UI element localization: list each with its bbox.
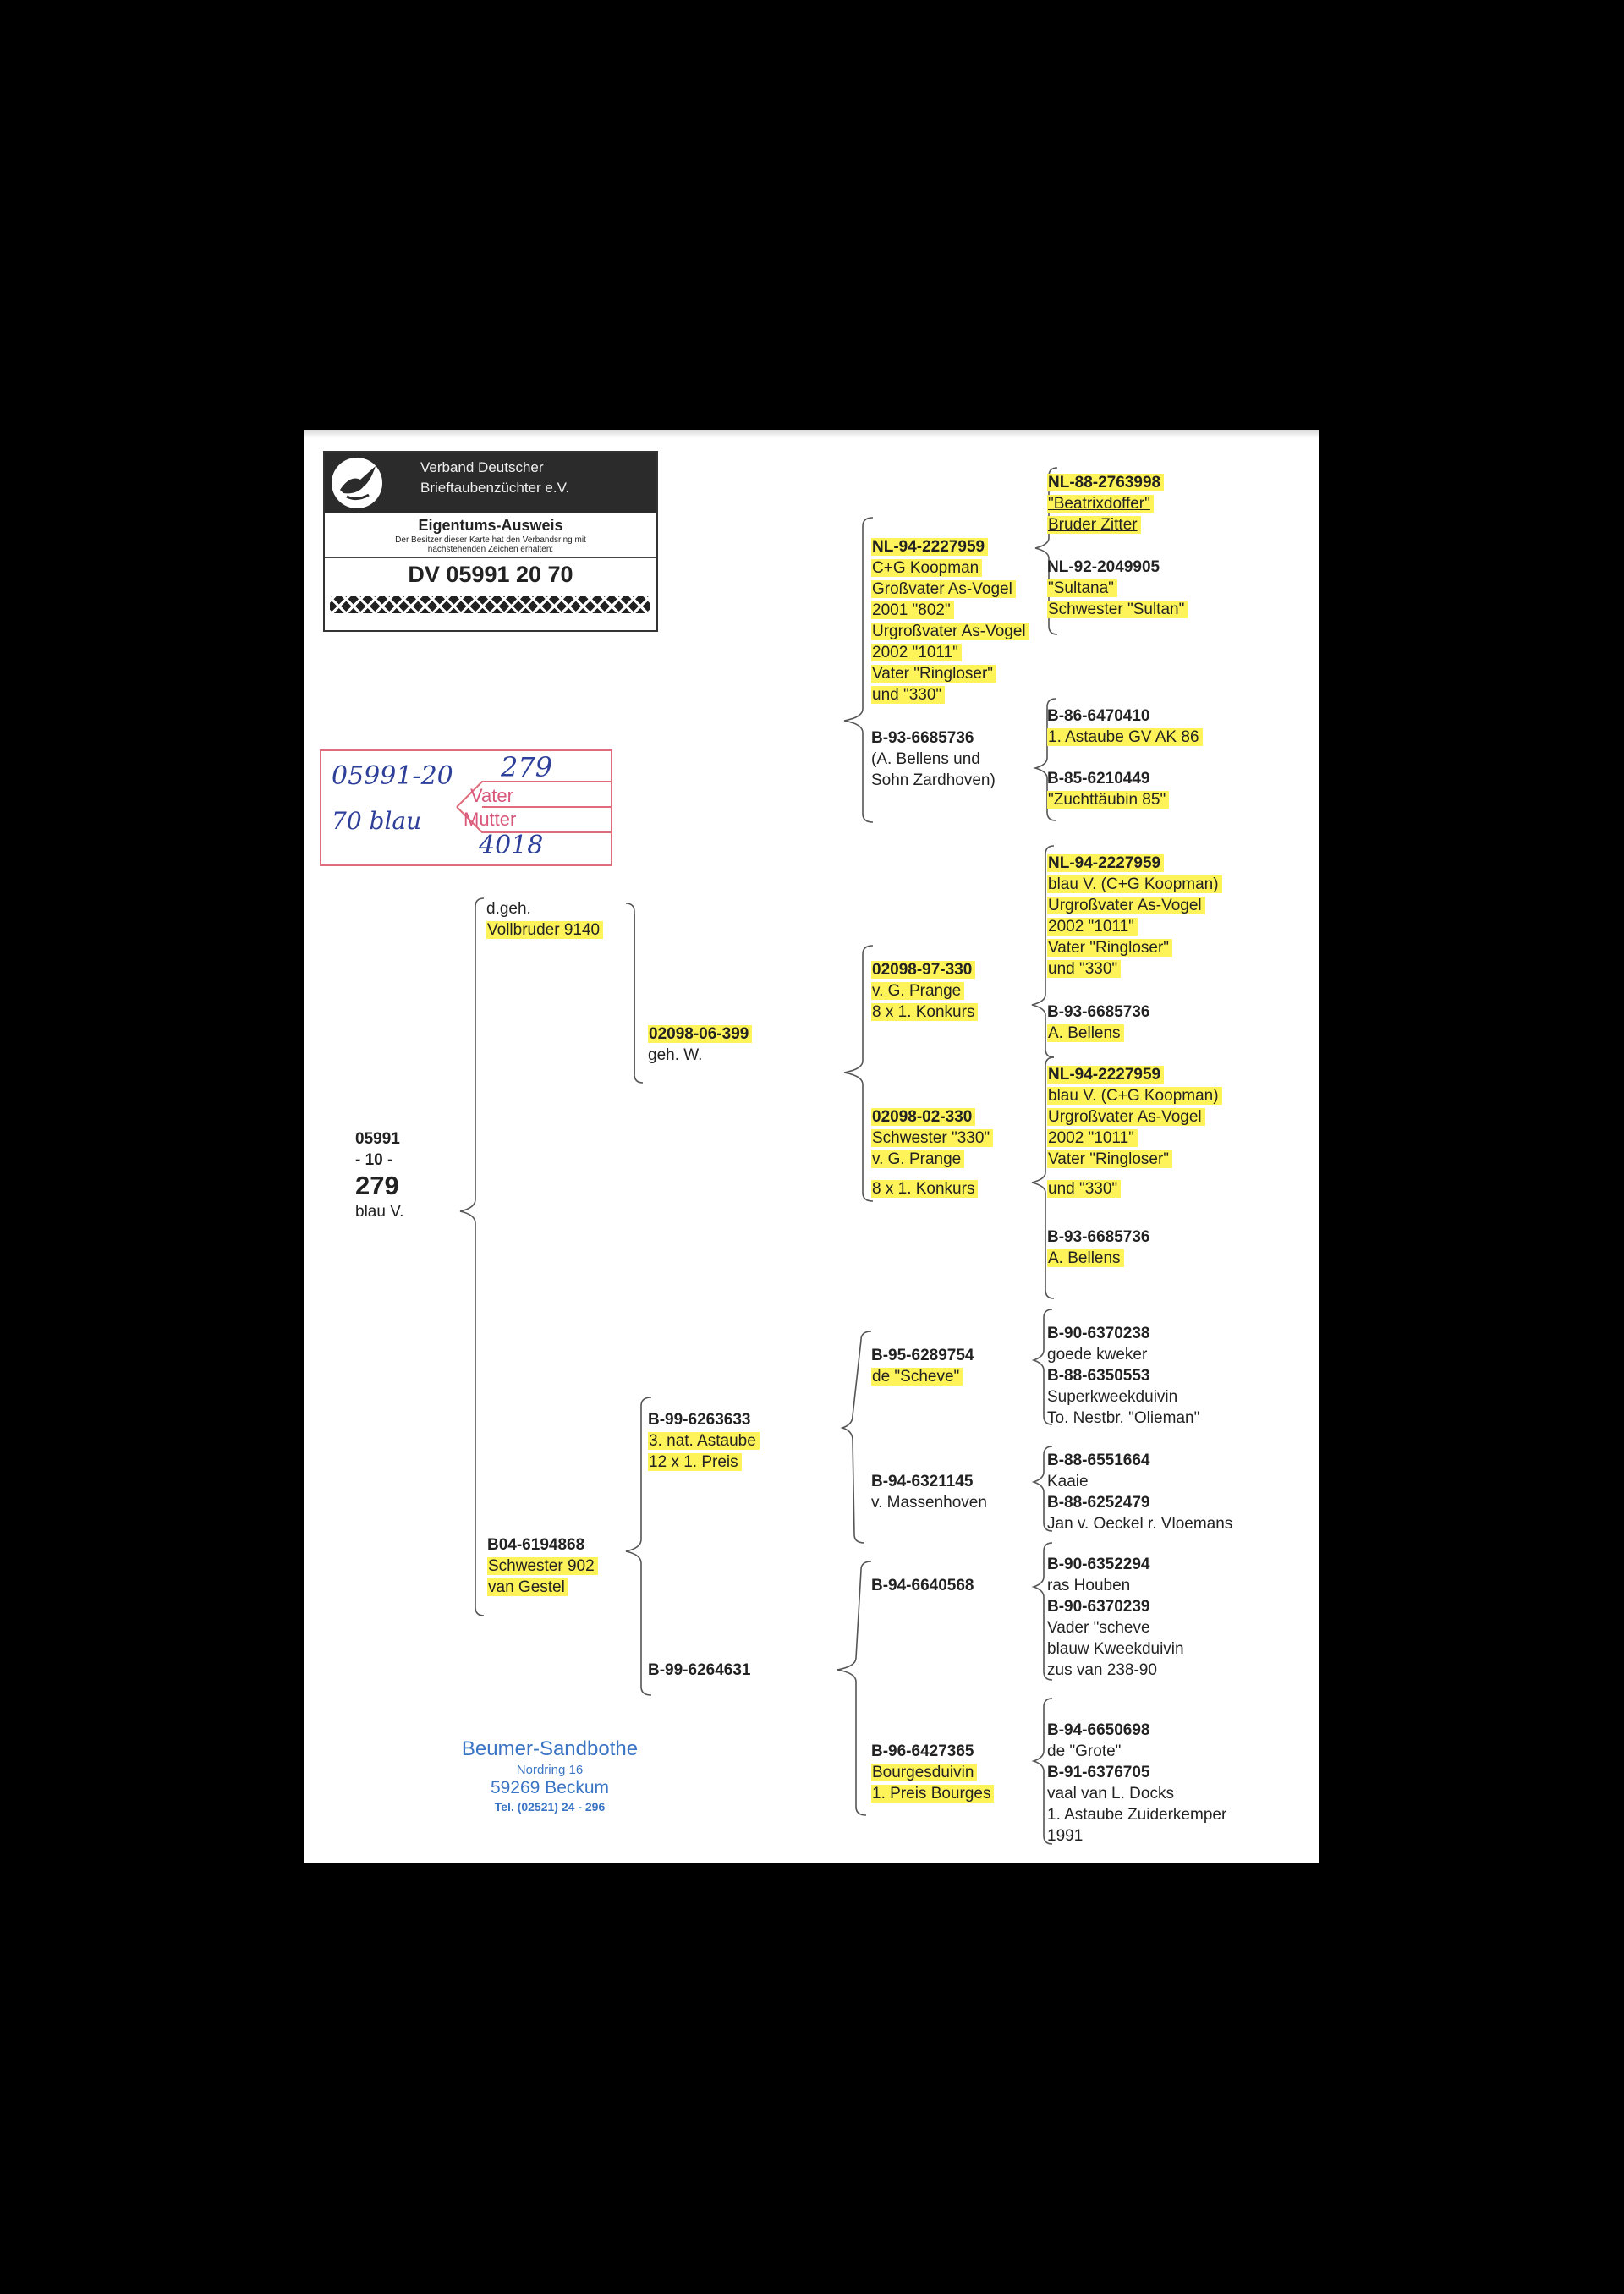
hand-mother-number: 4018 bbox=[479, 831, 544, 860]
e5-desc2: Urgroßvater As-Vogel bbox=[1047, 897, 1205, 914]
scan-shadow bbox=[304, 430, 1320, 438]
owner-name: Beumer-Sandbothe bbox=[461, 1737, 639, 1760]
ring-b-90-6352294: B-90-6352294 bbox=[1047, 1556, 1150, 1573]
ring-02098-02-330: 02098-02-330 bbox=[871, 1108, 975, 1126]
card-ornament-band bbox=[330, 596, 650, 613]
ring-b-95-6289754: B-95-6289754 bbox=[871, 1347, 974, 1364]
pigeon-group-e12 bbox=[1047, 1720, 1226, 1847]
e8-desc1: A. Bellens bbox=[1047, 1249, 1124, 1267]
pigeon-b-99-6264631 bbox=[648, 1660, 750, 1681]
main-ring-part3: 279 bbox=[355, 1171, 399, 1200]
b145-desc1: v. Massenhoven bbox=[871, 1494, 987, 1512]
e12-desc3: 1. Astaube Zuiderkemper bbox=[1047, 1806, 1227, 1824]
ring-b-88-6551664: B-88-6551664 bbox=[1047, 1452, 1150, 1469]
hand-father-number: 279 bbox=[501, 751, 553, 783]
e1-desc2: Bruder Zitter bbox=[1047, 516, 1141, 534]
pigeon-b-95-6289754 bbox=[871, 1345, 974, 1387]
e1-desc1: "Beatrixdoffer" bbox=[1047, 495, 1154, 513]
main-ring-part1: 05991 bbox=[355, 1130, 400, 1148]
pigeon-b-93-6685736-b bbox=[1047, 1227, 1149, 1269]
e7-desc1: blau V. (C+G Koopman) bbox=[1047, 1087, 1222, 1105]
nl959-desc3: 2001 "802" bbox=[871, 601, 954, 619]
mother-desc2: van Gestel bbox=[487, 1578, 568, 1596]
e9-desc2: Superkweekduivin bbox=[1047, 1388, 1178, 1406]
father-note-line1: d.geh. bbox=[486, 900, 531, 918]
ring-b-99-6263633: B-99-6263633 bbox=[648, 1411, 751, 1429]
ring-b-94-6650698: B-94-6650698 bbox=[1047, 1721, 1150, 1739]
nl959-desc6: Vater "Ringloser" bbox=[871, 665, 996, 683]
owner-city: 59269 Beckum bbox=[490, 1778, 610, 1797]
nl959-desc5: 2002 "1011" bbox=[871, 644, 962, 661]
mother-pigeon bbox=[487, 1534, 598, 1598]
ring-e8: B-93-6685736 bbox=[1047, 1228, 1150, 1246]
ring-b-91-6376705: B-91-6376705 bbox=[1047, 1764, 1150, 1781]
pigeon-b-85-6210449 bbox=[1047, 768, 1169, 810]
e12-desc2: vaal van L. Docks bbox=[1047, 1785, 1174, 1803]
pigeon-b-94-6640568 bbox=[871, 1575, 974, 1596]
e6-desc1: A. Bellens bbox=[1047, 1024, 1124, 1042]
ring-nl-92-2049905: NL-92-2049905 bbox=[1047, 558, 1160, 576]
hand-ring-left2: 70 blau bbox=[332, 807, 422, 835]
e2-desc1: "Sultana" bbox=[1047, 579, 1117, 597]
b365-desc1: Bourgesduivin bbox=[871, 1764, 977, 1781]
b736-desc2: Sohn Zardhoven) bbox=[871, 771, 996, 789]
e2-desc2: Schwester "Sultan" bbox=[1047, 601, 1188, 618]
ring-b-90-6370239: B-90-6370239 bbox=[1047, 1598, 1150, 1616]
e9-desc1: goede kweker bbox=[1047, 1346, 1148, 1364]
ring-b-94-6321145: B-94-6321145 bbox=[871, 1473, 974, 1490]
pigeon-02098-97-330 bbox=[871, 959, 978, 1023]
ring-b-86-6470410: B-86-6470410 bbox=[1047, 707, 1150, 725]
ring-b-90-6370238: B-90-6370238 bbox=[1047, 1325, 1150, 1342]
father-note bbox=[486, 898, 603, 941]
e7-desc5: und "330" bbox=[1047, 1180, 1121, 1198]
pigeon-b-94-6321145 bbox=[871, 1471, 987, 1513]
mother-ring: B04-6194868 bbox=[487, 1536, 585, 1554]
g02330-desc3: 8 x 1. Konkurs bbox=[871, 1180, 978, 1198]
owner-phone: Tel. (02521) 24 - 296 bbox=[494, 1800, 606, 1814]
ring-number: DV 05991 20 70 bbox=[325, 557, 656, 588]
ring-b-99-6264631: B-99-6264631 bbox=[648, 1661, 751, 1679]
nl959-desc4: Urgroßvater As-Vogel bbox=[871, 623, 1029, 640]
nl959-desc2: Großvater As-Vogel bbox=[871, 580, 1016, 598]
pigeon-nl-94-2227959-a bbox=[1047, 853, 1222, 980]
father-note-line2: Vollbruder 9140 bbox=[486, 921, 603, 939]
e10-desc2: Jan v. Oeckel r. Vloemans bbox=[1047, 1515, 1233, 1533]
ring-e6: B-93-6685736 bbox=[1047, 1003, 1150, 1021]
pigeon-b-96-6427365 bbox=[871, 1741, 994, 1804]
hand-ring-left1: 05991-20 bbox=[332, 761, 453, 791]
pigeon-logo-icon bbox=[332, 458, 382, 508]
card-org-line1: Verband Deutscher bbox=[420, 459, 544, 475]
b365-desc2: 1. Preis Bourges bbox=[871, 1785, 994, 1803]
card-org-line2: Brieftaubenzüchter e.V. bbox=[420, 480, 570, 496]
pigeon-logo-graphic bbox=[332, 458, 382, 508]
e9-desc3: To. Nestbr. "Olieman" bbox=[1047, 1409, 1200, 1427]
b736-desc1: (A. Bellens und bbox=[871, 750, 980, 768]
ring-02098-97-330: 02098-97-330 bbox=[871, 961, 975, 979]
e5-desc5: und "330" bbox=[1047, 960, 1121, 978]
e7-desc3: 2002 "1011" bbox=[1047, 1129, 1138, 1147]
ring-02098-06-399: 02098-06-399 bbox=[648, 1025, 752, 1043]
card-text: Der Besitzer dieser Karte hat den Verbandsring mit nachstehenden Zeichen erhalten: bbox=[395, 535, 586, 554]
main-pigeon bbox=[355, 1128, 403, 1222]
pigeon-b-86-6470410 bbox=[1047, 705, 1203, 748]
e11-desc2: Vader "scheve bbox=[1047, 1619, 1150, 1637]
b754-desc1: de "Scheve" bbox=[871, 1368, 963, 1386]
ring-e7: NL-94-2227959 bbox=[1047, 1066, 1164, 1084]
pigeon-nl-94-2227959-b bbox=[1047, 1064, 1222, 1199]
e7-desc4: Vater "Ringloser" bbox=[1047, 1150, 1172, 1168]
ring-b-96-6427365: B-96-6427365 bbox=[871, 1742, 974, 1760]
e5-desc3: 2002 "1011" bbox=[1047, 918, 1138, 936]
pigeon-group-e9 bbox=[1047, 1323, 1199, 1429]
e5-desc4: Vater "Ringloser" bbox=[1047, 939, 1172, 957]
e4-desc1: "Zuchttäubin 85" bbox=[1047, 791, 1169, 809]
nl959-desc1: C+G Koopman bbox=[871, 559, 982, 577]
stamp-mutter-label: Mutter bbox=[464, 809, 517, 830]
ring-nl-88-2763998: NL-88-2763998 bbox=[1047, 474, 1164, 491]
card-header bbox=[325, 453, 656, 513]
g97330-desc2: 8 x 1. Konkurs bbox=[871, 1003, 978, 1021]
e7-desc2: Urgroßvater As-Vogel bbox=[1047, 1108, 1205, 1126]
pigeon-b-93-6685736 bbox=[871, 727, 996, 791]
stamp-vater-label: Vater bbox=[470, 785, 513, 806]
pigeon-b-93-6685736-a bbox=[1047, 1002, 1149, 1044]
owner-street: Nordring 16 bbox=[516, 1763, 584, 1777]
g02330-desc1: Schwester "330" bbox=[871, 1129, 993, 1147]
pigeon-nl-92-2049905 bbox=[1047, 557, 1188, 620]
ring-b-85-6210449: B-85-6210449 bbox=[1047, 770, 1150, 788]
main-color: blau V. bbox=[355, 1203, 404, 1221]
ring-b-88-6252479: B-88-6252479 bbox=[1047, 1494, 1150, 1512]
pigeon-group-e11 bbox=[1047, 1554, 1184, 1681]
ring-b-93-6685736: B-93-6685736 bbox=[871, 729, 974, 747]
card-title: Eigentums-Ausweis bbox=[418, 517, 563, 534]
g02330-desc2: v. G. Prange bbox=[871, 1150, 964, 1168]
e3-desc1: 1. Astaube GV AK 86 bbox=[1047, 728, 1203, 746]
vdb-ownership-card bbox=[323, 451, 658, 632]
e12-desc1: de "Grote" bbox=[1047, 1742, 1122, 1760]
parents-stamp bbox=[320, 749, 612, 866]
pigeon-399-desc: geh. W. bbox=[648, 1046, 703, 1064]
g97330-desc1: v. G. Prange bbox=[871, 982, 964, 1000]
main-ring-part2: - 10 - bbox=[355, 1151, 393, 1169]
nl959-desc7: und "330" bbox=[871, 686, 945, 704]
e11-desc1: ras Houben bbox=[1047, 1577, 1131, 1594]
pigeon-nl-88-2763998 bbox=[1047, 472, 1164, 535]
ring-b-94-6640568: B-94-6640568 bbox=[871, 1577, 974, 1594]
b633-desc2: 12 x 1. Preis bbox=[648, 1453, 742, 1471]
pigeon-group-e10 bbox=[1047, 1450, 1232, 1534]
pigeon-nl-94-2227959 bbox=[871, 536, 1029, 705]
pigeon-02098-06-399 bbox=[648, 1024, 752, 1066]
ring-b-88-6350553: B-88-6350553 bbox=[1047, 1367, 1150, 1385]
e5-desc1: blau V. (C+G Koopman) bbox=[1047, 875, 1222, 893]
pigeon-02098-02-330 bbox=[871, 1106, 993, 1199]
e12-desc4: 1991 bbox=[1047, 1827, 1084, 1845]
mother-desc1: Schwester 902 bbox=[487, 1557, 598, 1575]
ring-e5: NL-94-2227959 bbox=[1047, 854, 1164, 872]
e11-desc4: zus van 238-90 bbox=[1047, 1661, 1157, 1679]
e10-desc1: Kaaie bbox=[1047, 1473, 1089, 1490]
b633-desc1: 3. nat. Astaube bbox=[648, 1432, 760, 1450]
ring-nl-94-2227959: NL-94-2227959 bbox=[871, 538, 988, 556]
e11-desc3: blauw Kweekduivin bbox=[1047, 1640, 1184, 1658]
pigeon-b-99-6263633 bbox=[648, 1409, 760, 1473]
